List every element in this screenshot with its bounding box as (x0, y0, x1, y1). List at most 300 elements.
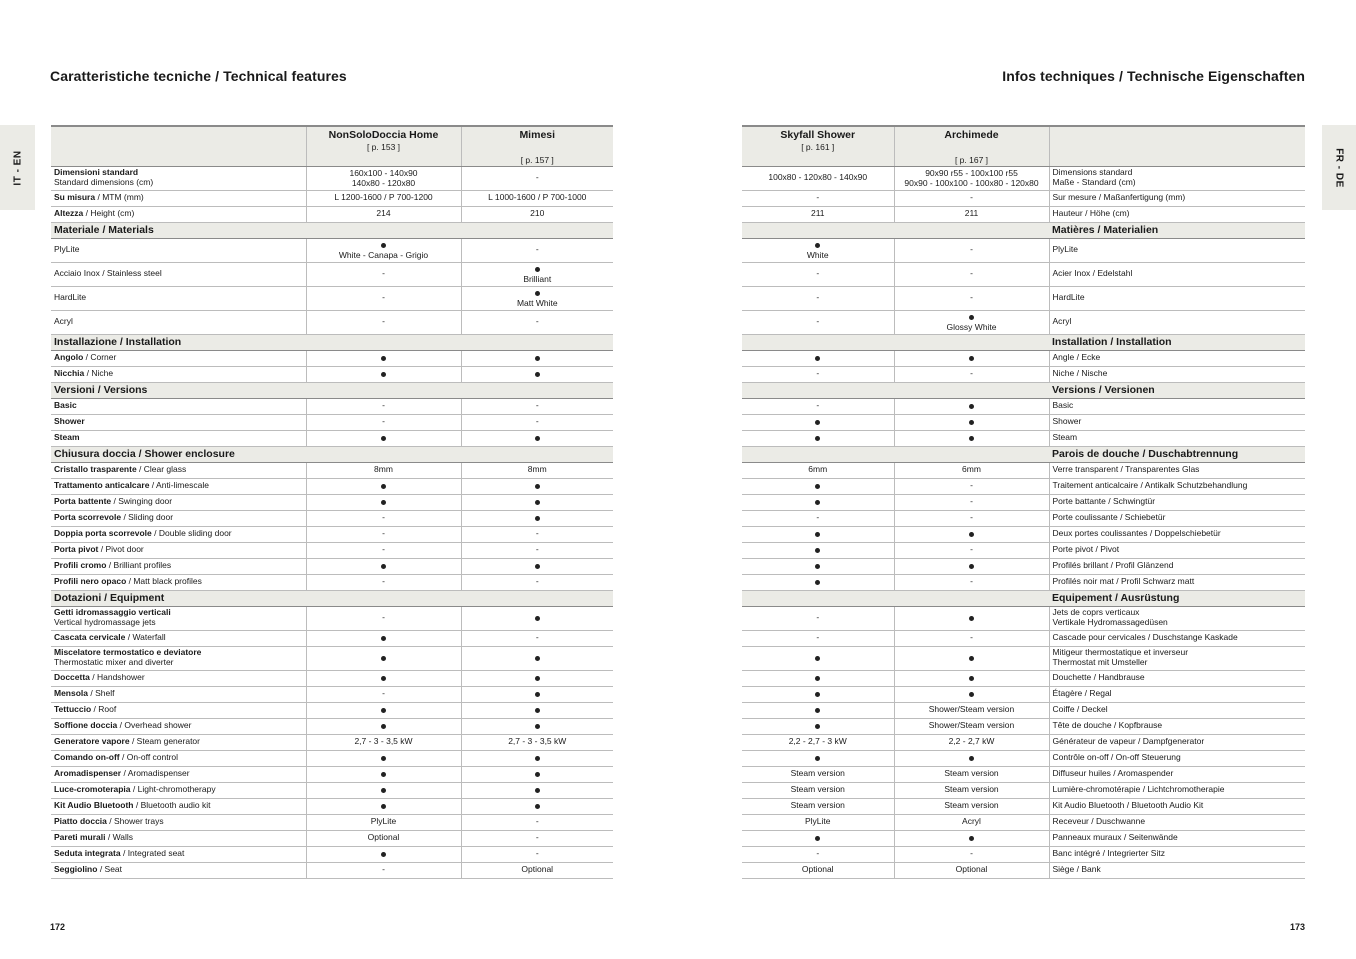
bullet-dot-icon (381, 708, 386, 713)
value-cell (742, 702, 894, 718)
row-label (1049, 286, 1305, 310)
bullet-dot-icon (381, 724, 386, 729)
table-row (51, 238, 613, 262)
page-title-right: Infos techniques / Technische Eigenschaften (1002, 68, 1305, 84)
value-cell (461, 750, 613, 766)
value-cell (742, 830, 894, 846)
row-label (1049, 462, 1305, 478)
value-cell (461, 430, 613, 446)
row-label (51, 494, 306, 510)
table-row (742, 630, 1305, 646)
row-label (51, 310, 306, 334)
cell-text: Brilliant (523, 274, 552, 285)
bullet-dot-icon (969, 756, 974, 761)
value-cell (742, 462, 894, 478)
section-header-row (742, 446, 1305, 462)
value-cell (461, 606, 613, 630)
value-cell (461, 206, 613, 222)
bullet-dot-icon (381, 436, 386, 441)
row-label-de: Maße - Standard (cm) (1052, 177, 1136, 188)
row-label-fr: Tête de douche / Kopfbrause (1052, 720, 1163, 731)
cell-text: - (970, 268, 973, 279)
row-label-en: / Roof (91, 704, 117, 715)
value-cell (742, 206, 894, 222)
section-spacer (742, 222, 1049, 238)
table-row (51, 814, 613, 830)
row-label (51, 558, 306, 574)
row-label-en: / Sliding door (121, 512, 174, 523)
value-cell (894, 558, 1049, 574)
table-row (742, 310, 1305, 334)
value-cell (742, 286, 894, 310)
bullet-dot-icon (815, 836, 820, 841)
row-label-en: / Walls (105, 832, 134, 843)
row-label-it: Trattamento anticalcare (54, 480, 150, 491)
row-label (51, 646, 306, 670)
value-cell (306, 718, 461, 734)
value-cell (742, 366, 894, 382)
row-label-en: / Corner (83, 352, 117, 363)
table-row (742, 782, 1305, 798)
row-label-it: Soffione doccia (54, 720, 118, 731)
row-label (1049, 814, 1305, 830)
row-label (51, 166, 306, 190)
language-tab-left (0, 125, 35, 210)
row-label (1049, 606, 1305, 630)
value-cell (461, 462, 613, 478)
cell-text: - (382, 528, 385, 539)
row-label-en: / Pivot door (98, 544, 144, 555)
table-row (51, 766, 613, 782)
product-name: NonSoloDoccia Home (328, 129, 439, 141)
value-cell (306, 798, 461, 814)
value-cell (742, 558, 894, 574)
bullet-dot-icon (535, 692, 540, 697)
row-label-fr: Verre transparent / Transparentes Glas (1052, 464, 1200, 475)
table-row (51, 574, 613, 590)
value-cell (742, 574, 894, 590)
value-cell (461, 526, 613, 542)
value-cell (306, 206, 461, 222)
table-row (51, 798, 613, 814)
cell-text: 90x90 - 100x100 - 100x80 - 120x80 (904, 178, 1039, 189)
value-cell (742, 430, 894, 446)
row-label-en: PlyLite (54, 244, 80, 255)
cell-text: Optional (801, 864, 834, 875)
table-row (51, 830, 613, 846)
language-tab-right (1322, 125, 1356, 210)
cell-text: Matt White (516, 298, 558, 309)
value-cell (306, 862, 461, 878)
value-cell (894, 510, 1049, 526)
bullet-dot-icon (969, 532, 974, 537)
value-cell (742, 494, 894, 510)
row-label-en: / Height (cm) (83, 208, 135, 219)
row-label-fr: Générateur de vapeur / Dampfgenerator (1052, 736, 1205, 747)
value-cell (306, 830, 461, 846)
row-label (1049, 750, 1305, 766)
cell-text: Shower/Steam version (928, 720, 1015, 731)
value-cell (894, 750, 1049, 766)
row-label-en: Acciaio Inox / Stainless steel (54, 268, 162, 279)
cell-text: - (970, 848, 973, 859)
value-cell (894, 190, 1049, 206)
row-label-it: Porta pivot (54, 544, 99, 555)
cell-text: - (382, 512, 385, 523)
table-row (51, 430, 613, 446)
bullet-dot-icon (535, 804, 540, 809)
value-cell (306, 286, 461, 310)
cell-text: 6mm (962, 464, 981, 475)
cell-text: - (535, 576, 539, 587)
table-row (742, 830, 1305, 846)
value-cell (742, 398, 894, 414)
table-row (742, 814, 1305, 830)
cell-text: 2,7 - 3 - 3,5 kW (508, 736, 567, 747)
bullet-dot-icon (535, 564, 540, 569)
value-cell (894, 646, 1049, 670)
value-cell (461, 542, 613, 558)
value-cell (742, 510, 894, 526)
table-row (51, 862, 613, 878)
value-cell (894, 542, 1049, 558)
cell-text: - (816, 632, 820, 643)
table-row (51, 510, 613, 526)
table-row (51, 526, 613, 542)
value-cell (306, 310, 461, 334)
row-label-en: / Handshower (89, 672, 145, 683)
value-cell (894, 206, 1049, 222)
row-label-fr: PlyLite (1052, 244, 1079, 255)
bullet-dot-icon (381, 372, 386, 377)
row-label-it: Angolo (54, 352, 84, 363)
table-row (742, 366, 1305, 382)
value-cell (461, 862, 613, 878)
cell-text: Optional (955, 864, 988, 875)
row-label-it: Doppia porta scorrevole (54, 528, 152, 539)
cell-text: - (970, 512, 973, 523)
value-cell (306, 190, 461, 206)
row-label (1049, 646, 1305, 670)
table-row (51, 734, 613, 750)
cell-text: - (535, 528, 539, 539)
cell-text: - (535, 316, 539, 327)
section-spacer (742, 446, 1049, 462)
cell-text: 2,2 - 2,7 - 3 kW (788, 736, 847, 747)
bullet-dot-icon (969, 616, 974, 621)
value-cell (306, 606, 461, 630)
row-label (51, 782, 306, 798)
cell-text: Steam version (944, 768, 999, 779)
row-label (51, 542, 306, 558)
table-row (742, 262, 1305, 286)
product-name: Archimede (944, 129, 999, 141)
value-cell (461, 494, 613, 510)
value-cell (461, 238, 613, 262)
row-label (51, 190, 306, 206)
row-label-en: / MTM (mm) (95, 192, 144, 203)
row-label-en: Vertical hydromassage jets (54, 617, 156, 628)
row-label-fr: Hauteur / Höhe (cm) (1052, 208, 1130, 219)
value-cell (461, 718, 613, 734)
value-cell (461, 166, 613, 190)
value-cell (461, 846, 613, 862)
bullet-dot-icon (969, 356, 974, 361)
value-cell (894, 430, 1049, 446)
row-label (1049, 830, 1305, 846)
section-header-row (51, 222, 613, 238)
value-cell (894, 846, 1049, 862)
value-cell (306, 646, 461, 670)
table-row (742, 286, 1305, 310)
cell-text: - (382, 268, 385, 279)
bullet-dot-icon (535, 516, 540, 521)
cell-text: Acryl (962, 816, 981, 827)
bullet-dot-icon (815, 532, 820, 537)
value-cell (306, 526, 461, 542)
value-cell (461, 814, 613, 830)
table-row (742, 190, 1305, 206)
row-label-fr: Panneaux muraux / Seitenwände (1052, 832, 1178, 843)
row-label-it: Seggiolino (54, 864, 98, 875)
spec-table-left (51, 125, 613, 879)
bullet-dot-icon (969, 404, 974, 409)
value-cell (306, 166, 461, 190)
value-cell (742, 542, 894, 558)
table-row (51, 782, 613, 798)
row-label-it: Altezza (54, 208, 84, 219)
bullet-dot-icon (815, 420, 820, 425)
cell-text: - (535, 632, 539, 643)
row-label (51, 606, 306, 630)
bullet-dot-icon (815, 436, 820, 441)
page-ref: [ p. 153 ] (366, 142, 401, 153)
row-label-it: Mensola (54, 688, 89, 699)
row-label (1049, 414, 1305, 430)
cell-text: 90x90 r55 - 100x100 r55 (925, 167, 1018, 178)
table-row (51, 686, 613, 702)
value-cell (306, 630, 461, 646)
value-cell (742, 670, 894, 686)
row-label (1049, 862, 1305, 878)
value-cell (461, 646, 613, 670)
bullet-dot-icon (535, 772, 540, 777)
spec-table-right (742, 125, 1305, 879)
row-label-en: / Aromadispenser (121, 768, 190, 779)
row-label-en: Standard dimensions (cm) (54, 177, 154, 188)
cell-text: Steam version (790, 800, 845, 811)
cell-text: - (382, 316, 385, 327)
row-label (51, 366, 306, 382)
row-label-en: / Seat (97, 864, 123, 875)
table-row (742, 398, 1305, 414)
bullet-dot-icon (969, 315, 974, 320)
value-cell (306, 702, 461, 718)
row-label (51, 478, 306, 494)
bullet-dot-icon (535, 724, 540, 729)
row-label (51, 830, 306, 846)
value-cell (461, 262, 613, 286)
value-cell (306, 510, 461, 526)
bullet-dot-icon (815, 356, 820, 361)
row-label-en: / Waterfall (125, 632, 166, 643)
section-title: Chiusura doccia / Shower enclosure (51, 446, 613, 462)
table-row (742, 606, 1305, 630)
value-cell (894, 814, 1049, 830)
cell-text: - (970, 632, 973, 643)
bullet-dot-icon (535, 788, 540, 793)
table-row (51, 646, 613, 670)
cell-text: - (970, 496, 973, 507)
cell-text: - (970, 480, 973, 491)
table-row (51, 190, 613, 206)
bullet-dot-icon (969, 656, 974, 661)
section-header-row (51, 382, 613, 398)
row-label (51, 526, 306, 542)
bullet-dot-icon (381, 788, 386, 793)
row-label-en: Thermostatic mixer and diverter (54, 657, 174, 668)
row-label-it: Nicchia (54, 368, 85, 379)
value-cell (306, 430, 461, 446)
value-cell (306, 814, 461, 830)
value-cell (306, 686, 461, 702)
row-label-it: Cascata cervicale (54, 632, 126, 643)
row-label-fr: Basic (1052, 400, 1074, 411)
product-header (306, 126, 461, 166)
row-label (1049, 262, 1305, 286)
section-title: Matières / Materialien (1049, 222, 1305, 238)
value-cell (742, 414, 894, 430)
value-cell (461, 510, 613, 526)
value-cell (306, 782, 461, 798)
value-cell (742, 814, 894, 830)
cell-text: - (816, 268, 820, 279)
value-cell (742, 262, 894, 286)
row-label (1049, 310, 1305, 334)
bullet-dot-icon (381, 564, 386, 569)
row-label (1049, 686, 1305, 702)
table-row (51, 462, 613, 478)
row-label (51, 398, 306, 414)
row-label-fr: Angle / Ecke (1052, 352, 1101, 363)
row-label (1049, 510, 1305, 526)
value-cell (306, 238, 461, 262)
cell-text: - (382, 688, 385, 699)
row-label (1049, 206, 1305, 222)
value-cell (894, 398, 1049, 414)
bullet-dot-icon (969, 436, 974, 441)
row-label-fr: Étagère / Regal (1052, 688, 1112, 699)
bullet-dot-icon (815, 756, 820, 761)
cell-text: - (816, 316, 820, 327)
value-cell (894, 574, 1049, 590)
row-label-it: Piatto doccia (54, 816, 107, 827)
value-cell (894, 166, 1049, 190)
value-cell (894, 262, 1049, 286)
bullet-dot-icon (381, 356, 386, 361)
row-label (1049, 542, 1305, 558)
value-cell (461, 830, 613, 846)
cell-text: - (970, 244, 973, 255)
row-label (51, 262, 306, 286)
cell-text: 2,7 - 3 - 3,5 kW (354, 736, 413, 747)
table-row (742, 526, 1305, 542)
value-cell (742, 526, 894, 542)
row-label (1049, 166, 1305, 190)
section-spacer (742, 334, 1049, 350)
cell-text: 8mm (527, 464, 547, 475)
value-cell (461, 686, 613, 702)
bullet-dot-icon (381, 772, 386, 777)
table-row (51, 494, 613, 510)
cell-text: PlyLite (370, 816, 397, 827)
value-cell (742, 766, 894, 782)
value-cell (894, 350, 1049, 366)
cell-text: White - Canapa - Grigio (338, 250, 429, 261)
row-label (1049, 702, 1305, 718)
cell-text: - (535, 848, 539, 859)
value-cell (894, 702, 1049, 718)
value-cell (461, 798, 613, 814)
row-label-it: Kit Audio Bluetooth (54, 800, 134, 811)
cell-text: L 1000-1600 / P 700-1000 (488, 192, 587, 203)
row-label-fr: Diffuseur huiles / Aromaspender (1052, 768, 1174, 779)
row-label-it: Comando on-off (54, 752, 120, 763)
row-label-fr: Sur mesure / Maßanfertigung (mm) (1052, 192, 1186, 203)
value-cell (894, 238, 1049, 262)
table-row (742, 718, 1305, 734)
bullet-dot-icon (815, 484, 820, 489)
row-label (51, 686, 306, 702)
page-ref: [ p. 161 ] (801, 142, 835, 153)
bullet-dot-icon (465, 288, 611, 299)
cell-text: - (970, 292, 973, 303)
value-cell (894, 630, 1049, 646)
table-row (742, 734, 1305, 750)
row-label (51, 206, 306, 222)
table-row (51, 542, 613, 558)
row-label-en: / Double sliding door (151, 528, 232, 539)
product-header (461, 126, 613, 166)
table-row (742, 670, 1305, 686)
value-cell (894, 830, 1049, 846)
section-title: Equipement / Ausrüstung (1049, 590, 1305, 606)
row-label-fr: Profilés brillant / Profil Glänzend (1052, 560, 1174, 571)
row-label-fr: Contrôle on-off / On-off Steuerung (1052, 752, 1181, 763)
cell-text: Optional (521, 864, 554, 875)
table-row (742, 686, 1305, 702)
table-row (742, 542, 1305, 558)
row-label (51, 510, 306, 526)
cell-text: - (970, 576, 973, 587)
bullet-dot-icon (535, 484, 540, 489)
bullet-dot-icon (969, 692, 974, 697)
cell-text: Glossy White (946, 322, 997, 333)
row-label-en: HardLite (54, 292, 87, 303)
table-row (742, 510, 1305, 526)
cell-text: - (382, 864, 385, 875)
row-label (1049, 526, 1305, 542)
table-row (742, 238, 1305, 262)
bullet-dot-icon (381, 756, 386, 761)
value-cell (894, 494, 1049, 510)
row-label (1049, 558, 1305, 574)
table-row (51, 310, 613, 334)
value-cell (461, 558, 613, 574)
value-cell (894, 310, 1049, 334)
row-label-fr: Siège / Bank (1052, 864, 1101, 875)
bullet-dot-icon (815, 656, 820, 661)
